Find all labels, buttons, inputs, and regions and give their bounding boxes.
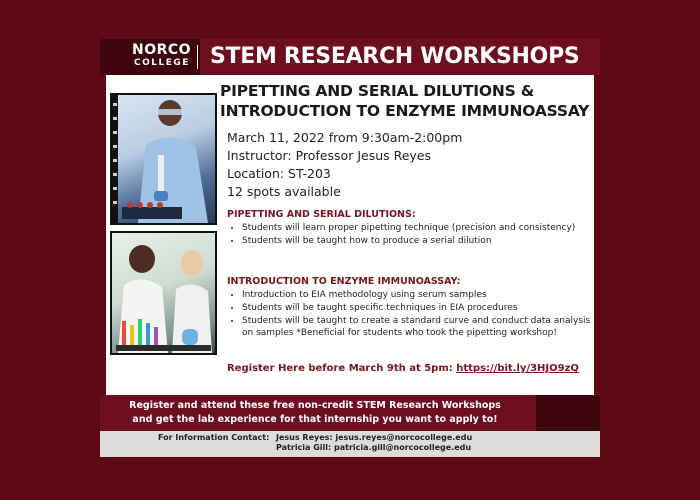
register-link[interactable]: https://bit.ly/3HJO9zQ	[456, 363, 579, 374]
list-item: • Introduction to EIA methodology using serum samples	[242, 289, 592, 301]
workshop-location: Location: ST-203	[227, 166, 331, 181]
list-item: • Students will be taught specific techniques in EIA procedures	[242, 302, 592, 314]
students-illustration	[112, 233, 215, 353]
section-eia	[227, 276, 592, 340]
header-title: STEM RESEARCH WORKSHOPS	[210, 44, 580, 69]
footer-line1: Register and attend these free non-credit STEM Research Workshops	[129, 400, 501, 411]
footer-corner	[536, 395, 600, 431]
scientist-illustration	[118, 95, 215, 223]
workshop-instructor: Instructor: Professor Jesus Reyes	[227, 148, 432, 163]
workshop-details	[227, 129, 587, 201]
footer-line2: and get the lab experience for that internship you want to apply to!	[132, 414, 498, 425]
section-pipetting-list	[227, 222, 592, 247]
contact-label: For Information Contact:	[158, 433, 270, 442]
section-pipetting	[227, 209, 592, 248]
footer-band	[100, 395, 600, 431]
workshop-title-line2: INTRODUCTION TO ENZYME IMMUNOASSAY	[220, 102, 590, 120]
list-item: • Students will learn proper pipetting technique (precision and consistency)	[242, 222, 592, 234]
contact-patricia-gill[interactable]: Patricia Gill: patricia.gill@norcocollege.edu	[276, 443, 472, 452]
workshop-title	[220, 81, 600, 121]
workshop-spots: 12 spots available	[227, 184, 341, 199]
logo-line2: COLLEGE	[134, 58, 190, 68]
workshop-date: March 11, 2022 from 9:30am-2:00pm	[227, 130, 463, 145]
workshop-title-line1: PIPETTING AND SERIAL DILUTIONS &	[220, 82, 535, 100]
contact-info	[158, 433, 472, 453]
section-eia-list	[227, 289, 592, 339]
header-band	[100, 39, 600, 75]
footer-message	[100, 399, 530, 427]
section-pipetting-heading: PIPETTING AND SERIAL DILUTIONS:	[227, 209, 416, 220]
contact-jesus-reyes[interactable]: Jesus Reyes: jesus.reyes@norcocollege.edu	[276, 433, 473, 442]
logo-line1: NORCO	[132, 42, 192, 58]
list-item: • Students will be taught to create a standard curve and conduct data analysis on samples *Beneficial for students who took the pipetting workshop!	[242, 315, 592, 339]
norco-college-logo	[132, 43, 191, 68]
register-text: Register Here before March 9th at 5pm:	[227, 363, 457, 374]
flyer	[100, 39, 600, 457]
left-edge-stripe	[100, 75, 106, 397]
logo-divider	[197, 45, 198, 69]
right-edge-stripe	[594, 75, 600, 397]
contact-band	[100, 431, 600, 457]
section-eia-heading: INTRODUCTION TO ENZYME IMMUNOASSAY:	[227, 276, 461, 287]
lab-photo-pipetting	[110, 93, 217, 225]
list-item: • Students will be taught how to produce a serial dilution	[242, 235, 592, 247]
register-line	[227, 363, 597, 374]
lab-photo-students	[110, 231, 217, 355]
